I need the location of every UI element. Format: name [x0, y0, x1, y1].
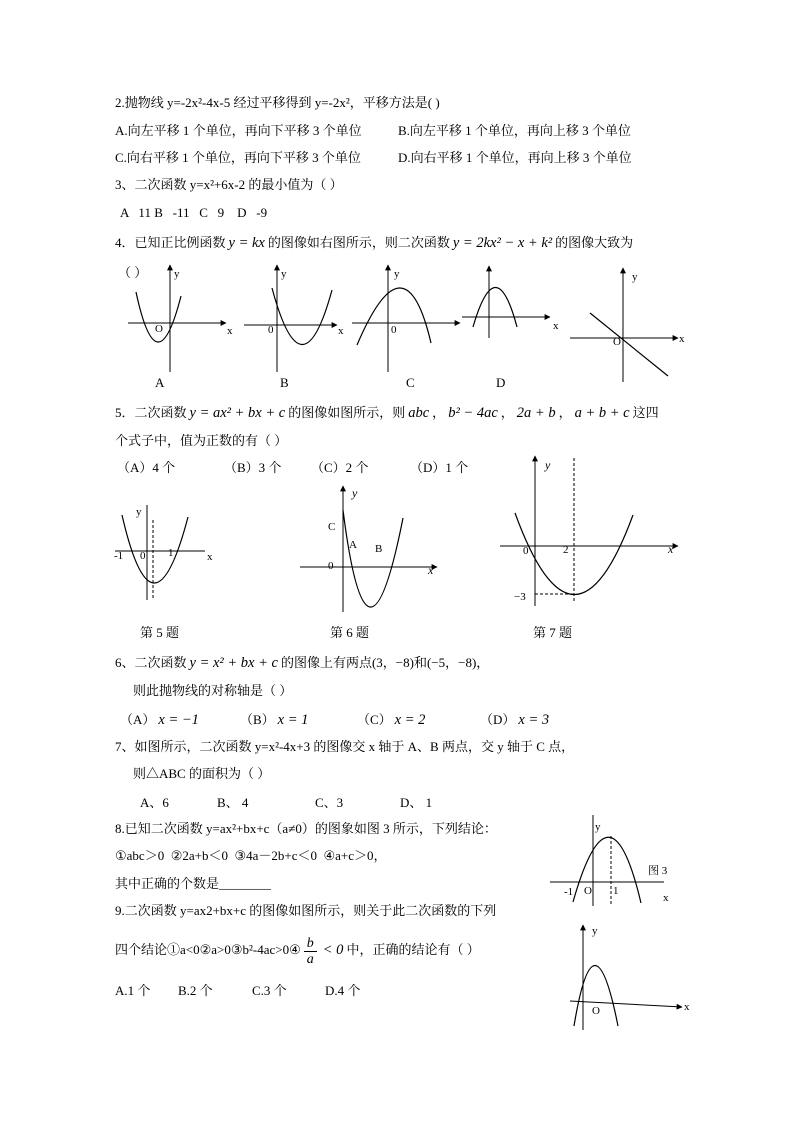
q5-option-a: （A）4 个	[117, 460, 176, 475]
q5-stem-text: 这四	[632, 405, 659, 420]
point-label-b: B	[375, 543, 383, 555]
option-label: （B）	[240, 712, 275, 727]
q8-figure-3	[550, 815, 669, 906]
q6-stem-line2: 则此抛物线的对称轴是（ ）	[133, 683, 293, 698]
proportional-line	[590, 313, 668, 376]
x-axis-label: x	[684, 1001, 690, 1013]
q4-graph-caption-a: A	[155, 375, 165, 390]
x-axis-label: x	[679, 333, 685, 345]
q5-option-d: （D）1 个	[410, 460, 469, 475]
option-formula: x = 2	[394, 712, 426, 728]
x-axis-label: x	[428, 563, 434, 577]
y-axis-label: y	[595, 821, 601, 833]
origin-label: O	[584, 885, 592, 897]
y-axis-label: y	[281, 268, 287, 280]
q5-expression: abc	[408, 405, 430, 421]
q9-option-a: A.1 个	[115, 983, 151, 998]
q4-stem-text: 的图像大致为	[555, 235, 634, 250]
fig7-caption: 第 7 题	[533, 625, 573, 640]
q8-answer-blank: 其中正确的个数是________	[115, 876, 272, 891]
parabola-curve	[574, 966, 618, 1027]
origin-label: 0	[328, 560, 334, 572]
q4-graph-c	[352, 265, 460, 372]
q3-options: A 11 B -11 C 9 D -9	[120, 205, 268, 220]
q5-option-b: （B）3 个	[224, 460, 282, 475]
y-axis-label: y	[632, 271, 638, 283]
q4-graph-caption-c: C	[406, 375, 415, 390]
q8-conditions: ①abc＞0 ②2a+b＜0 ③4a－2b+c＜0 ④a+c＞0，	[115, 848, 387, 863]
option-label: （C）	[357, 712, 392, 727]
q9-option-d: D.4 个	[325, 983, 361, 998]
x-axis	[570, 1001, 682, 1007]
fig5-caption: 第 5 题	[140, 625, 180, 640]
y-axis-label: y	[174, 268, 180, 280]
q7-option-d: D、 1	[400, 795, 433, 810]
q4-answer-paren: （ ）	[118, 265, 148, 280]
origin-label: 0	[523, 545, 529, 557]
parabola-curve	[573, 837, 641, 903]
q2-option-c: C.向右平移 1 个单位，再向下平移 3 个单位	[115, 150, 361, 165]
x-axis-label: x	[553, 320, 559, 332]
q2-option-b: B.向左平移 1 个单位，再向上移 3 个单位	[398, 123, 631, 138]
q7-option-b: B、 4	[217, 795, 249, 810]
q9-option-c: C.3 个	[252, 983, 287, 998]
fig7-graph	[500, 456, 678, 606]
origin-label: O	[155, 323, 163, 335]
q4-graph-b	[244, 265, 344, 372]
option-formula: x = 1	[277, 712, 309, 728]
x-axis-label: x	[668, 542, 674, 556]
q4-stem-text: 4．已知正比例函数	[115, 235, 226, 250]
origin-label: 0	[268, 324, 274, 336]
q9-figure	[570, 925, 690, 1030]
q7-stem: 7、如图所示，二次函数 y=x²-4x+3 的图像交 x 轴于 A、B 两点，交 y 轴于 C 点，	[115, 739, 575, 754]
q4-quadratic-formula: y = 2kx² − x + k²	[452, 235, 553, 251]
x-axis-label: x	[338, 325, 344, 337]
fig6-graph	[300, 486, 437, 612]
x-axis-label: x	[663, 892, 669, 904]
tick-label: 2	[563, 544, 569, 556]
x-axis-label: x	[207, 551, 213, 563]
q2-option-a: A.向左平移 1 个单位，再向下平移 3 个单位	[115, 123, 362, 138]
q5-function-formula: y = ax² + bx + c	[189, 405, 286, 421]
q6-function-formula: y = x² + bx + c	[189, 655, 278, 671]
q5-stem-text: 5．二次函数	[115, 405, 187, 420]
y-axis-label: y	[352, 486, 358, 500]
q4-stem	[115, 234, 633, 252]
q9-option-b: B.2 个	[178, 983, 213, 998]
q6-option-b	[240, 711, 311, 729]
q9-stem-text: 中，正确的结论有（ ）	[346, 942, 480, 957]
q5-stem	[115, 404, 659, 422]
x-axis-label: x	[227, 325, 233, 337]
q4-graph-caption-b: B	[280, 375, 289, 390]
origin-label: O	[592, 1005, 600, 1017]
fraction-numerator: b	[304, 936, 317, 952]
q7-option-a: A、6	[140, 795, 169, 810]
q6-stem	[115, 654, 489, 672]
q7-option-c: C、3	[315, 795, 344, 810]
parabola-curve	[136, 292, 181, 342]
q5-expression: 2a + b	[516, 405, 556, 421]
option-formula: x = −1	[158, 712, 199, 728]
parabola-curve	[357, 288, 431, 345]
q4-graph-caption-d: D	[496, 375, 506, 390]
q4-linear-formula: y = kx	[228, 235, 265, 251]
q5-stem-text: 的图像如图所示，则	[288, 405, 406, 420]
parabola-curve	[473, 288, 517, 328]
q5-option-c: （C）2 个	[311, 460, 369, 475]
parabola-curve	[272, 288, 332, 345]
origin-label: 0	[391, 324, 397, 336]
q5-separator: ，	[500, 405, 514, 420]
option-label: （D）	[480, 712, 516, 727]
tick-label: 1	[613, 885, 619, 897]
parabola-curve	[343, 510, 403, 607]
parabola-curve	[515, 513, 633, 595]
fig6-caption: 第 6 题	[330, 625, 370, 640]
figure-caption: 图 3	[648, 865, 668, 877]
option-label: （A）	[120, 712, 156, 727]
q8-stem: 8.已知二次函数 y=ax²+bx+c（a≠0）的图象如图 3 所示，下列结论：	[115, 821, 497, 836]
q6-stem-text: 的图像上有两点(3，−8)和(−5，−8)，	[280, 655, 490, 670]
q9-inequality: < 0	[322, 942, 344, 958]
q9-stem-text: 四个结论①a<0②a>0③b²-4ac>0④	[115, 942, 301, 957]
q6-option-a	[120, 711, 202, 729]
q5-expression: b² − 4ac	[448, 405, 498, 421]
parabola-curve	[122, 515, 188, 583]
tick-label: -1	[564, 886, 574, 898]
q5-stem-line2: 个式子中，值为正数的有（ ）	[115, 433, 288, 448]
tick-label: 1	[168, 547, 174, 559]
q5-separator: ，	[558, 405, 572, 420]
q3-stem: 3、二次函数 y=x²+6x-2 的最小值为（ ）	[115, 177, 343, 192]
origin-label: 0	[140, 550, 146, 562]
q7-stem-line2: 则△ABC 的面积为（ ）	[133, 766, 271, 781]
point-label-c: C	[328, 521, 336, 533]
option-formula: x = 3	[518, 712, 550, 728]
fig5-graph	[114, 505, 213, 600]
q6-option-c	[357, 711, 428, 729]
y-axis-label: y	[592, 925, 598, 937]
q4-stem-text: 的图像如右图所示，则二次函数	[267, 235, 450, 250]
y-axis-label: y	[545, 458, 551, 472]
tick-label: −3	[514, 591, 526, 603]
point-label-a: A	[349, 539, 357, 551]
q2-stem: 2.抛物线 y=-2x²-4x-5 经过平移得到 y=-2x²，平移方法是( )	[115, 95, 440, 110]
q9-fraction	[304, 936, 317, 967]
q9-stem: 9.二次函数 y=ax2+bx+c 的图像如图所示，则关于此二次函数的下列	[115, 903, 497, 918]
q4-reference-line-graph	[570, 268, 685, 382]
q4-graph-d	[462, 266, 559, 338]
fraction-denominator: a	[306, 951, 314, 967]
y-axis-label: y	[136, 506, 142, 518]
y-axis-label: y	[394, 268, 400, 280]
q6-stem-text: 6、二次函数	[115, 655, 187, 670]
q5-separator: ，	[432, 405, 446, 420]
q2-option-d: D.向右平移 1 个单位，再向上移 3 个单位	[398, 150, 632, 165]
q6-option-d	[480, 711, 552, 729]
q5-expression: a + b + c	[574, 405, 630, 421]
origin-label: O	[613, 336, 621, 348]
q9-stem-line2	[115, 934, 480, 967]
tick-label: -1	[114, 550, 124, 562]
